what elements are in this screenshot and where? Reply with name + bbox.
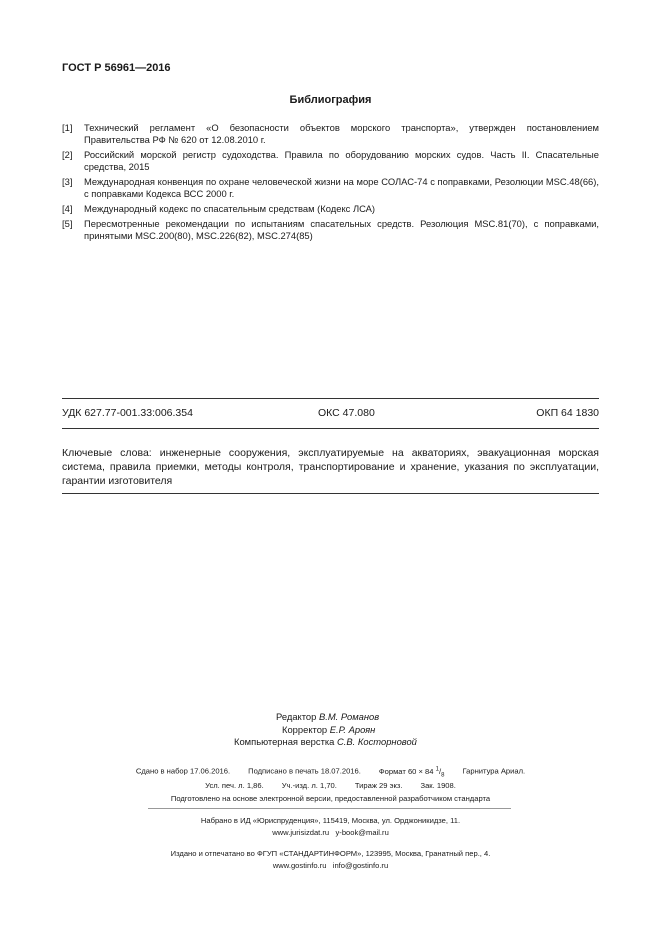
set-date: Сдано в набор 17.06.2016. bbox=[135, 766, 231, 776]
ref-text: Российский морской регистр судоходства. Правила по оборудованию морских судов. Часть II. Спасательные средства, 2015 bbox=[84, 148, 599, 173]
layout-line bbox=[234, 736, 661, 749]
oks-code: ОКС 47.080 bbox=[318, 407, 375, 419]
ref-number: [1] bbox=[62, 122, 73, 133]
publisher-site[interactable]: www.jurisizdat.ru bbox=[272, 828, 330, 837]
top-divider bbox=[62, 398, 599, 399]
editor-label: Редактор bbox=[276, 711, 319, 722]
middle-divider bbox=[62, 428, 599, 429]
bibliography-item bbox=[62, 149, 599, 174]
udk-code: УДК 627.77-001.33:006.354 bbox=[62, 407, 193, 419]
print-sheets: Усл. печ. л. 1,86. bbox=[205, 781, 264, 790]
standard-code: ГОСТ Р 56961—2016 bbox=[62, 62, 171, 74]
imprint-line-2 bbox=[0, 780, 661, 791]
keywords: Ключевые слова: инженерные сооружения, эксплуатируемые на акваториях, эвакуационная морская система, правила приемки, методы контроля, транспортирование и хранение, указания по эксплуатации, гарантии изготовителя bbox=[62, 447, 599, 487]
bibliography-title: Библиография bbox=[289, 94, 372, 106]
editor-name: В.М. Романов bbox=[318, 711, 380, 722]
printer-line: Издано и отпечатано во ФГУП «СТАНДАРТИНФОРМ», 123995, Москва, Гранатный пер., 4. bbox=[170, 849, 491, 858]
ref-number: [4] bbox=[62, 202, 73, 214]
bibliography-item bbox=[62, 122, 599, 147]
bottom-divider bbox=[62, 493, 599, 494]
corrector-name: Е.Р. Ароян bbox=[329, 723, 376, 735]
imprint-divider bbox=[148, 808, 511, 809]
bibliography-list bbox=[62, 122, 599, 245]
corrector-label: Корректор bbox=[282, 723, 330, 735]
credits-block bbox=[0, 711, 661, 749]
okp-code: ОКП 64 1830 bbox=[536, 407, 599, 419]
bibliography-item bbox=[62, 176, 599, 201]
printer-email[interactable]: info@gostinfo.ru bbox=[332, 861, 389, 870]
ref-text: Международный кодекс по спасательным средствам (Кодекс ЛСА) bbox=[84, 202, 376, 214]
bibliography-item bbox=[62, 218, 599, 243]
editor-line bbox=[276, 711, 661, 724]
ref-number: [5] bbox=[62, 217, 73, 229]
publisher-line: Набрано в ИД «Юриспруденция», 115419, Москва, ул. Орджоникидзе, 11. bbox=[200, 816, 461, 825]
prepared-note: Подготовлено на основе электронной версии, предоставленной разработчиком стандарта bbox=[170, 794, 491, 803]
circulation: Тираж 29 экз. bbox=[354, 781, 403, 790]
ref-number: [2] bbox=[62, 148, 73, 160]
ref-number: [3] bbox=[62, 175, 73, 187]
bibliography-item bbox=[62, 203, 599, 215]
printer-site[interactable]: www.gostinfo.ru bbox=[272, 861, 327, 870]
print-date: Подписано в печать 18.07.2016. bbox=[248, 766, 361, 776]
layout-label: Компьютерная верстка bbox=[234, 736, 338, 748]
printer-contacts bbox=[0, 860, 661, 871]
format: Формат 60 × 84 $^1/_8$ bbox=[378, 766, 445, 779]
pub-sheets: Уч.-изд. л. 1,70. bbox=[281, 781, 337, 790]
layout-name: С.В. Косторновой bbox=[337, 736, 417, 748]
ref-text: Технический регламент «О безопасности объектов морского транспорта», утвержден постановлением Правительства РФ № 620 от 12.08.2010 г. bbox=[84, 122, 599, 146]
imprint-line-1 bbox=[0, 764, 661, 781]
typeface: Гарнитура Ариал. bbox=[462, 766, 526, 776]
publisher-contacts bbox=[0, 827, 661, 838]
publisher-email[interactable]: y-book@mail.ru bbox=[335, 828, 389, 837]
order-number: Зак. 1908. bbox=[420, 781, 456, 790]
ref-text: Международная конвенция по охране человеческой жизни на море СОЛАС-74 с поправками, Резолюции MSC.48(66), с поправками Кодекса ВСС 2000 г. bbox=[84, 175, 599, 200]
corrector-line bbox=[282, 724, 661, 737]
ref-text: Пересмотренные рекомендации по испытаниям спасательных средств. Резолюция MSC.81(70), с поправками, принятыми MSC.200(80), MSC.226(82), MSC.274(85) bbox=[84, 217, 599, 241]
